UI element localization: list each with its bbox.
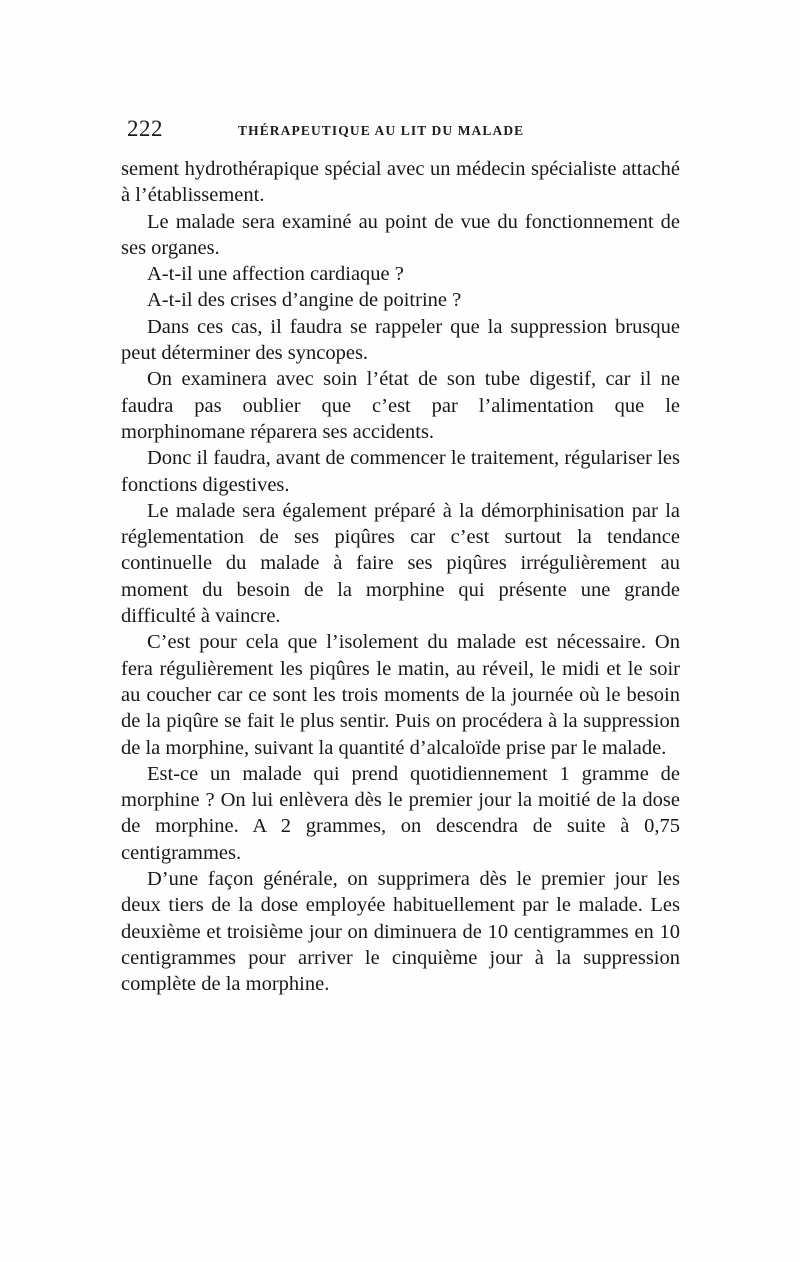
paragraph: Est-ce un malade qui prend quotidiennement 1 gramme de morphine ? On lui enlèvera dès le premier jour la moitié de la dose de morphine. A 2 grammes, on descendra de suite à 0,75 centigrammes. [121,762,680,864]
body-text [121,156,680,998]
running-title: THÉRAPEUTIQUE AU LIT DU MALADE [238,123,525,138]
paragraph: D’une façon générale, on supprimera dès le premier jour les deux tiers de la dose employée habituellement par le malade. Les deuxième et troisième jour on diminuera de 10 centigrammes en 10 centigrammes pour arriver le cinquième jour à la suppression complète de la morphine. [121,868,680,996]
paragraph: Donc il faudra, avant de commencer le traitement, régulariser les fonctions digestives. [121,447,680,496]
page-header [127,116,680,146]
paragraph: A-t-il une affection cardiaque ? [147,263,404,286]
paragraph: C’est pour cela que l’isolement du malade est nécessaire. On fera régulièrement les piqûres le matin, au réveil, le midi et le soir au coucher car ce sont les trois moments de la journée où le besoin de la piqûre se fait le plus sentir. Puis on procédera à la suppression de la morphine, suivant la quantité d’alcaloïde prise par le malade. [121,631,680,759]
paragraph-continuation: sement hydrothérapique spécial avec un médecin spécialiste attaché à l’établissement. [121,158,680,207]
paragraph: Dans ces cas, il faudra se rappeler que la suppression brusque peut déterminer des syncopes. [121,315,680,365]
page-number: 222 [127,116,163,141]
paragraph: A-t-il des crises d’angine de poitrine ? [147,289,462,312]
paragraph: Le malade sera examiné au point de vue du fonctionnement de ses organes. [121,210,680,259]
paragraph: Le malade sera également préparé à la démorphinisation par la réglementation de ses piqûres car c’est surtout la tendance continuelle du malade à faire ses piqûres irrégulièrement au moment du besoin de la morphine qui présente une grande difficulté à vaincre. [121,499,680,628]
paragraph: On examinera avec soin l’état de son tube digestif, car il ne faudra pas oublier que c’est par l’alimentation que le morphinomane réparera ses accidents. [121,368,680,443]
